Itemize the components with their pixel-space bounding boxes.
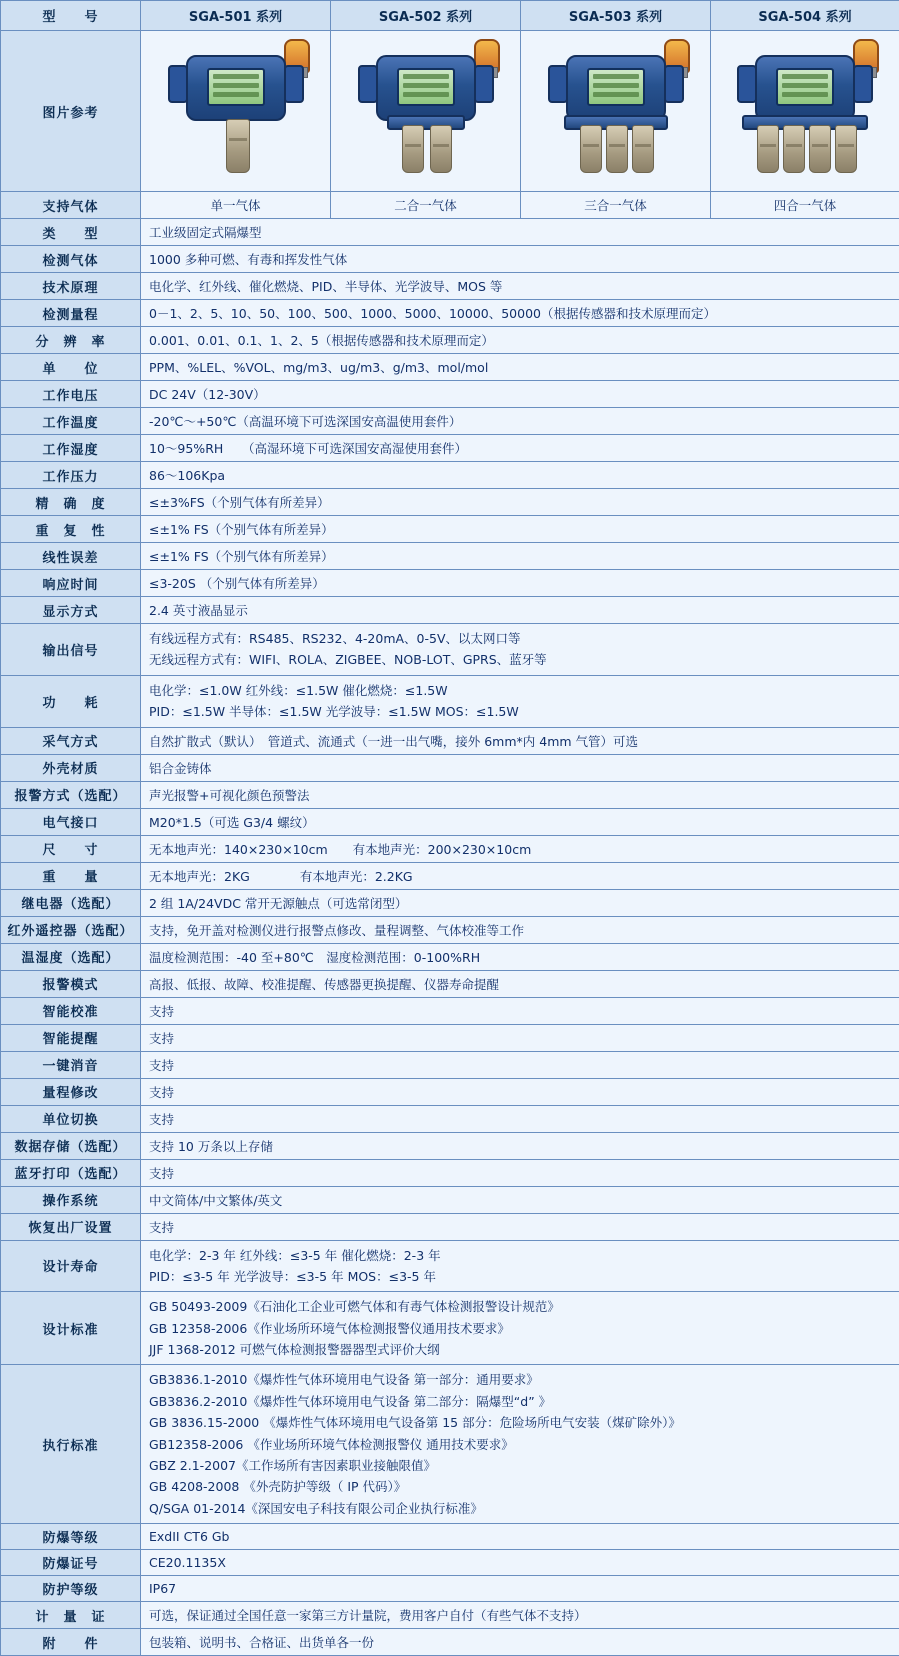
row-label: 响应时间 xyxy=(1,570,141,597)
power-semiconductor: 半导体：≤1.5W xyxy=(229,704,322,719)
supported-gas-1: 单一气体 xyxy=(141,192,331,219)
model-header-2: SGA-502 系列 xyxy=(331,1,521,31)
table-row-power xyxy=(1,675,899,727)
table-row-model xyxy=(1,1,899,31)
housing-ear-left xyxy=(737,65,757,103)
power-mos: MOS：≤1.5W xyxy=(435,704,519,719)
row-label-design-standard: 设计标准 xyxy=(1,1292,141,1365)
row-value: 支持 xyxy=(141,1213,899,1240)
table-row xyxy=(1,808,899,835)
sensor-probe xyxy=(632,125,654,173)
model-header-3: SGA-503 系列 xyxy=(521,1,711,31)
row-value: 10～95%RH （高湿环境下可选深国安高湿使用套件） xyxy=(141,435,899,462)
row-label: 单 位 xyxy=(1,354,141,381)
row-value-design-life xyxy=(141,1240,899,1292)
row-value: ≤±3%FS（个别气体有所差异） xyxy=(141,489,899,516)
row-label: 智能提醒 xyxy=(1,1024,141,1051)
row-label: 一键消音 xyxy=(1,1051,141,1078)
supported-gas-3: 三合一气体 xyxy=(521,192,711,219)
row-value: 0.001、0.01、0.1、1、2、5（根据传感器和技术原理而定） xyxy=(141,327,899,354)
row-label: 报警方式（选配） xyxy=(1,781,141,808)
detector-housing xyxy=(566,55,666,121)
sensor-probe xyxy=(606,125,628,173)
table-row-images xyxy=(1,31,899,192)
row-value-output-signal xyxy=(141,624,899,676)
product-image-3 xyxy=(521,31,711,192)
lcd-display xyxy=(776,68,834,106)
sensor-probe xyxy=(430,125,452,173)
table-row xyxy=(1,1629,899,1656)
table-row xyxy=(1,1186,899,1213)
row-label: 防爆等级 xyxy=(1,1524,141,1550)
exec-standard-item: GB12358-2006 《作业场所环境气体检测报警仪 通用技术要求》 xyxy=(149,1434,891,1455)
sensor-probe xyxy=(783,125,805,173)
row-value: 86～106Kpa xyxy=(141,462,899,489)
row-label: 智能校准 xyxy=(1,997,141,1024)
table-row xyxy=(1,462,899,489)
row-label: 工作湿度 xyxy=(1,435,141,462)
table-row xyxy=(1,570,899,597)
row-value: IP67 xyxy=(141,1576,899,1602)
row-value: M20*1.5（可选 G3/4 螺纹） xyxy=(141,808,899,835)
table-row xyxy=(1,543,899,570)
sensor-probe xyxy=(835,125,857,173)
row-label: 温湿度（选配） xyxy=(1,943,141,970)
row-label-model: 型 号 xyxy=(1,1,141,31)
table-row xyxy=(1,354,899,381)
row-label: 电气接口 xyxy=(1,808,141,835)
output-signal-wireless: 无线远程方式有：WIFI、ROLA、ZIGBEE、NOB-LOT、GPRS、蓝牙等 xyxy=(149,649,891,670)
table-row xyxy=(1,273,899,300)
design-standard-item: GB 12358-2006《作业场所环境气体检测报警仪通用技术要求》 xyxy=(149,1318,891,1339)
row-label: 采气方式 xyxy=(1,727,141,754)
table-row-exec-standard xyxy=(1,1365,899,1524)
row-label: 蓝牙打印（选配） xyxy=(1,1159,141,1186)
row-value-exec-standard xyxy=(141,1365,899,1524)
row-value: -20℃～+50℃（高温环境下可选深国安高温使用套件） xyxy=(141,408,899,435)
row-value: ≤3-20S （个别气体有所差异） xyxy=(141,570,899,597)
row-value: 支持 xyxy=(141,1159,899,1186)
sensor-probe xyxy=(226,119,250,173)
row-label: 继电器（选配） xyxy=(1,889,141,916)
row-value: 支持 xyxy=(141,997,899,1024)
table-row xyxy=(1,516,899,543)
row-label: 分 辨 率 xyxy=(1,327,141,354)
life-infrared: 红外线：≤3-5 年 xyxy=(240,1248,337,1263)
exec-standard-item: Q/SGA 01-2014《深国安电子科技有限公司企业执行标准》 xyxy=(149,1498,891,1519)
row-label: 工作压力 xyxy=(1,462,141,489)
row-label: 检测气体 xyxy=(1,246,141,273)
row-label: 防爆证号 xyxy=(1,1550,141,1576)
housing-ear-right xyxy=(664,65,684,103)
row-label: 尺 寸 xyxy=(1,835,141,862)
row-value: 自然扩散式（默认） 管道式、流通式（一进一出气嘴，接外 6mm*内 4mm 气管）可选 xyxy=(141,727,899,754)
row-label: 线性误差 xyxy=(1,543,141,570)
row-value: 支持 10 万条以上存储 xyxy=(141,1132,899,1159)
table-row xyxy=(1,408,899,435)
detector-housing xyxy=(755,55,855,121)
housing-ear-right xyxy=(853,65,873,103)
row-label: 重 量 xyxy=(1,862,141,889)
row-value: 2 组 1A/24VDC 常开无源触点（可选常闭型） xyxy=(141,889,899,916)
lcd-display xyxy=(207,68,265,106)
row-value: 支持 xyxy=(141,1024,899,1051)
housing-ear-left xyxy=(358,65,378,103)
table-row xyxy=(1,1024,899,1051)
row-value: 电化学、红外线、催化燃烧、PID、半导体、光学波导、MOS 等 xyxy=(141,273,899,300)
row-label: 量程修改 xyxy=(1,1078,141,1105)
output-signal-wired: 有线远程方式有：RS485、RS232、4-20mA、0-5V、以太网口等 xyxy=(149,628,891,649)
table-row xyxy=(1,1213,899,1240)
lcd-display xyxy=(587,68,645,106)
row-value: 无本地声光：2KG 有本地声光：2.2KG xyxy=(141,862,899,889)
table-row xyxy=(1,219,899,246)
row-value: 0－1、2、5、10、50、100、500、1000、5000、10000、50000（根据传感器和技术原理而定） xyxy=(141,300,899,327)
product-image-4 xyxy=(711,31,899,192)
table-row xyxy=(1,1105,899,1132)
row-value: 1000 多种可燃、有毒和挥发性气体 xyxy=(141,246,899,273)
table-row xyxy=(1,300,899,327)
row-label: 精 确 度 xyxy=(1,489,141,516)
table-row xyxy=(1,889,899,916)
product-image-1 xyxy=(141,31,331,192)
row-value-design-standard xyxy=(141,1292,899,1365)
row-label: 计 量 证 xyxy=(1,1602,141,1629)
table-row xyxy=(1,435,899,462)
row-label: 恢复出厂设置 xyxy=(1,1213,141,1240)
housing-ear-left xyxy=(548,65,568,103)
housing-ear-right xyxy=(474,65,494,103)
row-label: 重 复 性 xyxy=(1,516,141,543)
row-label: 外壳材质 xyxy=(1,754,141,781)
table-row xyxy=(1,835,899,862)
life-optical-waveguide: 光学波导：≤3-5 年 xyxy=(234,1269,344,1284)
product-image-2 xyxy=(331,31,521,192)
manifold-bar xyxy=(387,115,465,130)
power-catalytic: 催化燃烧：≤1.5W xyxy=(342,683,447,698)
table-row xyxy=(1,862,899,889)
table-row xyxy=(1,1078,899,1105)
row-label-design-life: 设计寿命 xyxy=(1,1240,141,1292)
row-label: 红外遥控器（选配） xyxy=(1,916,141,943)
row-label: 操作系统 xyxy=(1,1186,141,1213)
row-value: PPM、%LEL、%VOL、mg/m3、ug/m3、g/m3、mol/mol xyxy=(141,354,899,381)
table-row-design-standard xyxy=(1,1292,899,1365)
supported-gas-2: 二合一气体 xyxy=(331,192,521,219)
row-value: 支持 xyxy=(141,1078,899,1105)
row-value: 温度检测范围：-40 至+80℃ 湿度检测范围：0-100%RH xyxy=(141,943,899,970)
row-value: DC 24V（12-30V） xyxy=(141,381,899,408)
table-row xyxy=(1,916,899,943)
row-value: 高报、低报、故障、校准提醒、传感器更换提醒、仪器寿命提醒 xyxy=(141,970,899,997)
power-optical-waveguide: 光学波导：≤1.5W xyxy=(326,704,431,719)
exec-standard-item: GBZ 2.1-2007《工作场所有害因素职业接触限值》 xyxy=(149,1455,891,1476)
row-label: 类 型 xyxy=(1,219,141,246)
table-row-supported-gas xyxy=(1,192,899,219)
power-infrared: 红外线：≤1.5W xyxy=(246,683,339,698)
table-row xyxy=(1,381,899,408)
table-row xyxy=(1,1132,899,1159)
row-label-output-signal: 输出信号 xyxy=(1,624,141,676)
housing-ear-right xyxy=(284,65,304,103)
row-label: 技术原理 xyxy=(1,273,141,300)
table-row-output-signal xyxy=(1,624,899,676)
row-value: 中文简体/中文繁体/英文 xyxy=(141,1186,899,1213)
supported-gas-4: 四合一气体 xyxy=(711,192,899,219)
row-value: 支持，免开盖对检测仪进行报警点修改、量程调整、气体校准等工作 xyxy=(141,916,899,943)
table-row xyxy=(1,754,899,781)
row-label: 数据存储（选配） xyxy=(1,1132,141,1159)
table-row xyxy=(1,727,899,754)
life-mos: MOS：≤3-5 年 xyxy=(348,1269,436,1284)
table-row xyxy=(1,1550,899,1576)
row-label-image-reference: 图片参考 xyxy=(1,31,141,192)
row-value: 可选，保证通过全国任意一家第三方计量院，费用客户自付（有些气体不支持） xyxy=(141,1602,899,1629)
housing-ear-left xyxy=(168,65,188,103)
sensor-probe xyxy=(580,125,602,173)
row-value: 支持 xyxy=(141,1105,899,1132)
table-row xyxy=(1,970,899,997)
detector-housing xyxy=(186,55,286,121)
table-row xyxy=(1,781,899,808)
table-row xyxy=(1,1576,899,1602)
table-row xyxy=(1,1524,899,1550)
row-value: ≤±1% FS（个别气体有所差异） xyxy=(141,516,899,543)
model-header-1: SGA-501 系列 xyxy=(141,1,331,31)
table-row xyxy=(1,997,899,1024)
row-label: 显示方式 xyxy=(1,597,141,624)
table-row-design-life xyxy=(1,1240,899,1292)
exec-standard-item: GB 4208-2008 《外壳防护等级（ IP 代码）》 xyxy=(149,1476,891,1497)
row-value: 包装箱、说明书、合格证、出货单各一份 xyxy=(141,1629,899,1656)
sensor-probe xyxy=(809,125,831,173)
table-row xyxy=(1,1602,899,1629)
table-row xyxy=(1,1159,899,1186)
row-value: 铝合金铸体 xyxy=(141,754,899,781)
power-pid: PID：≤1.5W xyxy=(149,704,225,719)
table-row xyxy=(1,1051,899,1078)
detector-housing xyxy=(376,55,476,121)
life-electrochemical: 电化学：2-3 年 xyxy=(149,1248,236,1263)
row-value: ≤±1% FS（个别气体有所差异） xyxy=(141,543,899,570)
row-label: 工作温度 xyxy=(1,408,141,435)
design-standard-item: JJF 1368-2012 可燃气体检测报警器器型式评价大纲 xyxy=(149,1339,891,1360)
row-label: 工作电压 xyxy=(1,381,141,408)
table-row xyxy=(1,597,899,624)
row-label-supported-gas: 支持气体 xyxy=(1,192,141,219)
sensor-probe xyxy=(757,125,779,173)
table-row xyxy=(1,943,899,970)
exec-standard-item: GB 3836.15-2000 《爆炸性气体环境用电气设备第 15 部分：危险场所电气安装（煤矿除外）》 xyxy=(149,1412,891,1433)
row-value: 2.4 英寸液晶显示 xyxy=(141,597,899,624)
sensor-probe xyxy=(402,125,424,173)
row-label: 防护等级 xyxy=(1,1576,141,1602)
life-pid: PID：≤3-5 年 xyxy=(149,1269,230,1284)
row-value: 声光报警+可视化颜色预警法 xyxy=(141,781,899,808)
exec-standard-item: GB3836.2-2010《爆炸性气体环境用电气设备 第二部分：隔爆型“d” 》 xyxy=(149,1391,891,1412)
row-value-power xyxy=(141,675,899,727)
row-value: 无本地声光：140×230×10cm 有本地声光：200×230×10cm xyxy=(141,835,899,862)
exec-standard-item: GB3836.1-2010《爆炸性气体环境用电气设备 第一部分：通用要求》 xyxy=(149,1369,891,1390)
row-label: 单位切换 xyxy=(1,1105,141,1132)
row-value: ExdII CT6 Gb xyxy=(141,1524,899,1550)
table-row xyxy=(1,489,899,516)
table-row xyxy=(1,246,899,273)
life-catalytic: 催化燃烧：2-3 年 xyxy=(341,1248,440,1263)
row-label: 附 件 xyxy=(1,1629,141,1656)
row-value: 支持 xyxy=(141,1051,899,1078)
row-value: CE20.1135X xyxy=(141,1550,899,1576)
row-label: 报警模式 xyxy=(1,970,141,997)
design-standard-item: GB 50493-2009《石油化工企业可燃气体和有毒气体检测报警设计规范》 xyxy=(149,1296,891,1317)
row-label-power: 功 耗 xyxy=(1,675,141,727)
power-electrochemical: 电化学：≤1.0W xyxy=(149,683,242,698)
table-row xyxy=(1,327,899,354)
lcd-display xyxy=(397,68,455,106)
row-label-exec-standard: 执行标准 xyxy=(1,1365,141,1524)
model-header-4: SGA-504 系列 xyxy=(711,1,899,31)
row-label: 检测量程 xyxy=(1,300,141,327)
row-value: 工业级固定式隔爆型 xyxy=(141,219,899,246)
